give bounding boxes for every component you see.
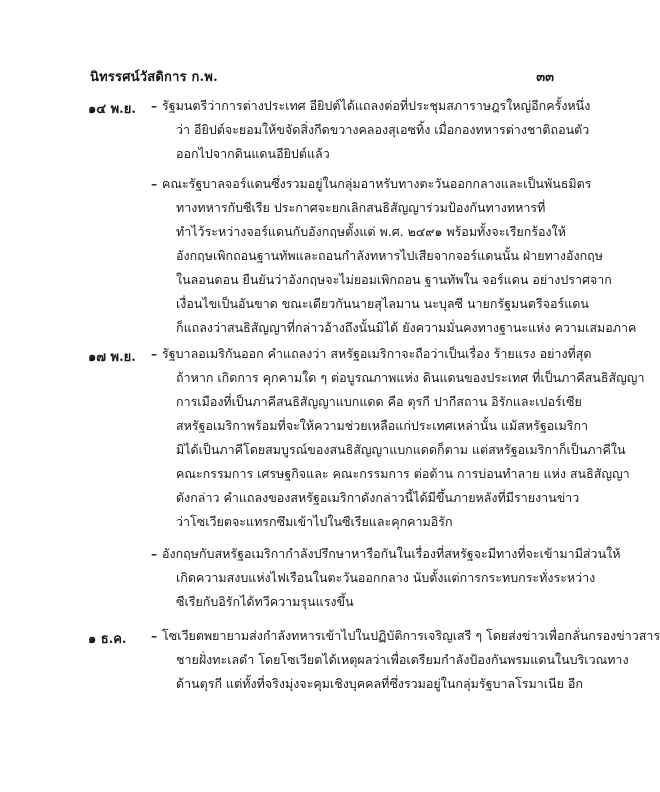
text-line: เกิดความสงบแห่งไฟเรือนในตะวันออกกลาง นับตั้งแต่การกระทบกระทั่งระหว่าง: [176, 570, 596, 585]
text-line: ถ้าหาก เกิดการ คุกคามใด ๆ ต่อบูรณภาพแห่ง ดินแดนของประเทศ ที่เป็นภาคีสนธิสัญญา: [176, 370, 645, 385]
text-line: คณะกรรมการ เศรษฐกิจและ คณะกรรมการ ต่อต้าน การบ่อนทำลาย แห่ง สนธิสัญญา: [176, 466, 630, 481]
text-line: ก็แถลงว่าสนธิสัญญาที่กล่าวอ้างถึงนั้นมิได้ ยังความมั่นคงทางฐานะแห่ง ความเสมอภาค: [176, 320, 637, 335]
text-line: ดังกล่าว คำแถลงของสหรัฐอเมริกาดังกล่าวนี้ได้มีขึ้นภายหลังที่มีรายงานข่าว: [176, 490, 580, 505]
paragraph-dash: –: [151, 628, 158, 643]
text-line: ออกไปจากดินแดนอียิปต์แล้ว: [176, 146, 330, 161]
text-line: ทางทหารกับซีเรีย ประกาศจะยกเลิกสนธิสัญญาร่วมป้องกันทางทหารที่: [176, 200, 546, 215]
paragraph-dash: –: [151, 546, 158, 561]
running-header-title: นิทรรศน์วัสดิการ ก.พ.: [90, 70, 218, 85]
text-line: ว่า อียิปต์จะยอมให้ขจัดสิ่งกีดขวางคลองสุเอซทิ้ง เมื่อกองทหารต่างชาติถอนตัว: [176, 122, 590, 137]
entry-date: ๑๔ พ.ย.: [88, 102, 136, 117]
page-number: ๓๓: [536, 70, 554, 85]
text-line: รัฐมนตรีว่าการต่างประเทศ อียิปต์ได้แถลงต่อที่ประชุมสภาราษฎรใหญ่อีกครั้งหนึ่ง: [162, 98, 591, 113]
text-line: โซเวียตพยายามส่งกำลังทหารเข้าไปในปฏิบัติการเจริญเสรี ๆ โดยส่งข่าวเพื่อกลั่นกรองข่าวสาร: [162, 628, 660, 643]
text-line: อังกฤษเพิกถอนฐานทัพและถอนกำลังทหารไปเสียจากจอร์แดนนั้น ฝ่ายทางอังกฤษ: [176, 248, 603, 263]
text-line: ว่าโซเวียตจะแทรกซึมเข้าไปในซีเรียและคุกคามอิรัก: [176, 514, 453, 529]
text-line: ด้านตุรกี แต่ทั้งที่จริงมุ่งจะคุมเชิงบุคคลที่ซึ่งรวมอยู่ในกลุ่มรัฐบาลโรมาเนีย อีก: [176, 676, 583, 691]
text-line: เงื่อนไขเป็นอันขาด ขณะเดียวกันนายสุไลมาน นะบุลซี นายกรัฐมนตรีจอร์แดน: [176, 296, 589, 311]
paragraph-dash: –: [151, 98, 158, 113]
text-line: การเมืองที่เป็นภาคีสนธิสัญญาแบกแดด คือ ตุรกี ปากีสถาน อิรักและเปอร์เซีย: [176, 394, 582, 409]
entry-date: ๑๗ พ.ย.: [88, 350, 136, 365]
paragraph-dash: –: [151, 346, 158, 361]
text-line: รัฐบาลอเมริกันออก คำแถลงว่า สหรัฐอเมริกาจะถือว่าเป็นเรื่อง ร้ายแรง อย่างที่สุด: [162, 346, 592, 361]
text-line: ซีเรียกับอิรักได้ทวีความรุนแรงขึ้น: [176, 594, 354, 609]
text-line: สหรัฐอเมริกาพร้อมที่จะให้ความช่วยเหลือแก่ประเทศเหล่านั้น แม้สหรัฐอเมริกา: [176, 418, 589, 433]
entry-date: ๑ ธ.ค.: [88, 632, 127, 647]
text-line: ทำไว้ระหว่างจอร์แดนกับอังกฤษตั้งแต่ พ.ศ. ๒๔๙๑ พร้อมทั้งจะเรียกร้องให้: [176, 224, 566, 239]
text-line: อังกฤษกับสหรัฐอเมริกากำลังปรึกษาหารือกันในเรื่องที่สหรัฐจะมีทางที่จะเข้ามามีส่วนให้: [162, 546, 621, 561]
text-line: คณะรัฐบาลจอร์แดนซึ่งรวมอยู่ในกลุ่มอาหรับทางตะวันออกกลางและเป็นพันธมิตร: [162, 176, 592, 191]
paragraph-dash: –: [151, 176, 158, 191]
text-line: มิได้เป็นภาคีโดยสมบูรณ์ของสนธิสัญญาแบกแดดก็ตาม แต่สหรัฐอเมริกาก็เป็นภาคีใน: [176, 442, 626, 457]
text-line: ชายฝั่งทะเลดำ โดยโซเวียตได้เหตุผลว่าเพื่อเตรียมกำลังป้องกันพรมแดนในบริเวณทาง: [176, 652, 629, 667]
text-line: ในลอนดอน ยืนยันว่าอังกฤษจะไม่ยอมเพิกถอน ฐานทัพใน จอร์แดน อย่างปราศจาก: [176, 272, 612, 287]
